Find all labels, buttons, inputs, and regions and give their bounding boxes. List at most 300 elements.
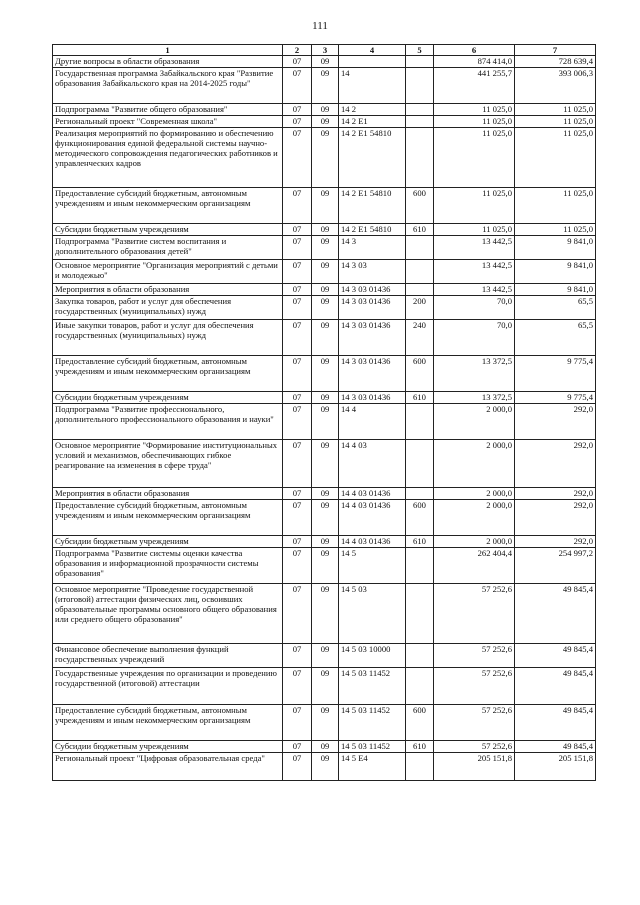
cell-text: 292,0 xyxy=(573,488,593,498)
cell-text: 57 252,6 xyxy=(481,668,512,678)
row-csr-cell xyxy=(339,404,406,440)
table-row xyxy=(53,56,596,68)
cell-text: 09 xyxy=(320,296,330,306)
cell-text: 70,0 xyxy=(496,296,512,306)
row-value-2021-cell xyxy=(434,404,515,440)
cell-text: 09 xyxy=(320,753,330,763)
row-ved-cell xyxy=(283,644,312,668)
table-row xyxy=(53,705,596,741)
row-section-cell xyxy=(312,128,339,188)
cell-text: 07 xyxy=(292,753,302,763)
row-value-2022-cell xyxy=(515,644,596,668)
cell-text: 07 xyxy=(292,284,302,294)
row-ved-cell xyxy=(283,284,312,296)
cell-text: 57 252,6 xyxy=(481,644,512,654)
row-name-cell xyxy=(53,320,283,356)
row-value-2021-cell xyxy=(434,296,515,320)
row-vr-cell xyxy=(406,668,434,705)
cell-text: 11 025,0 xyxy=(482,104,512,114)
cell-text: 13 372,5 xyxy=(481,356,512,366)
cell-text: 11 025,0 xyxy=(482,128,512,138)
cell-text: Иные закупки товаров, работ и услуг для обеспечения государственных (муниципальных) нужд xyxy=(55,320,254,340)
row-vr-cell xyxy=(406,404,434,440)
cell-text: 07 xyxy=(292,128,302,138)
row-section-cell xyxy=(312,116,339,128)
cell-text: 292,0 xyxy=(573,536,593,546)
cell-text: 2 000,0 xyxy=(486,488,512,498)
table-row xyxy=(53,188,596,224)
cell-text: 14 2 xyxy=(341,104,357,114)
cell-text: 11 025,0 xyxy=(563,188,593,198)
row-ved-cell xyxy=(283,668,312,705)
row-ved-cell xyxy=(283,104,312,116)
row-name-cell xyxy=(53,188,283,224)
row-ved-cell xyxy=(283,188,312,224)
cell-text: Предоставление субсидий бюджетным, автономным учреждениям и иным некоммерческим организациям xyxy=(55,500,251,520)
row-section-cell xyxy=(312,548,339,584)
row-value-2022-cell xyxy=(515,188,596,224)
cell-text: 11 025,0 xyxy=(563,116,593,126)
row-value-2021-cell xyxy=(434,260,515,284)
cell-text: 14 4 03 01436 xyxy=(341,536,391,546)
row-value-2022-cell xyxy=(515,320,596,356)
row-section-cell xyxy=(312,356,339,392)
cell-text: 14 2 E1 54810 xyxy=(341,188,392,198)
row-vr-cell xyxy=(406,356,434,392)
row-csr-cell xyxy=(339,68,406,104)
row-section-cell xyxy=(312,488,339,500)
cell-text: 14 4 03 01436 xyxy=(341,488,391,498)
row-value-2021-cell xyxy=(434,536,515,548)
row-vr-cell xyxy=(406,284,434,296)
cell-text: 11 025,0 xyxy=(482,116,512,126)
cell-text: 09 xyxy=(320,104,330,114)
cell-text: 07 xyxy=(292,116,302,126)
cell-text: Финансовое обеспечение выполнения функций государственных учреждений xyxy=(55,644,229,664)
row-section-cell xyxy=(312,500,339,536)
cell-text: 57 252,6 xyxy=(481,584,512,594)
cell-text: 2 000,0 xyxy=(486,536,512,546)
row-value-2022-cell xyxy=(515,500,596,536)
row-section-cell xyxy=(312,741,339,753)
cell-text: 600 xyxy=(413,500,426,510)
cell-text: 07 xyxy=(292,356,302,366)
row-vr-cell xyxy=(406,500,434,536)
row-csr-cell xyxy=(339,668,406,705)
row-vr-cell xyxy=(406,224,434,236)
cell-text: 13 442,5 xyxy=(481,260,512,270)
cell-text: 14 5 03 11452 xyxy=(341,668,391,678)
cell-text: 07 xyxy=(292,584,302,594)
row-value-2022-cell xyxy=(515,56,596,68)
cell-text: 09 xyxy=(320,536,330,546)
table-row xyxy=(53,224,596,236)
row-vr-cell xyxy=(406,536,434,548)
row-value-2021-cell xyxy=(434,500,515,536)
row-value-2022-cell xyxy=(515,705,596,741)
row-vr-cell xyxy=(406,644,434,668)
row-vr-cell xyxy=(406,392,434,404)
cell-text: 09 xyxy=(320,440,330,450)
table-row xyxy=(53,668,596,705)
cell-text: 09 xyxy=(320,56,330,66)
cell-text: 09 xyxy=(320,68,330,78)
cell-text: 07 xyxy=(292,68,302,78)
row-name-cell xyxy=(53,284,283,296)
cell-text: 09 xyxy=(320,644,330,654)
cell-text: 13 442,5 xyxy=(481,236,512,246)
row-vr-cell xyxy=(406,104,434,116)
row-section-cell xyxy=(312,56,339,68)
cell-text: 13 442,5 xyxy=(481,284,512,294)
cell-text: 11 025,0 xyxy=(482,188,512,198)
row-vr-cell xyxy=(406,116,434,128)
cell-text: 14 3 xyxy=(341,236,357,246)
row-name-cell xyxy=(53,404,283,440)
header-cell: 6 xyxy=(434,45,515,56)
cell-text: 9 841,0 xyxy=(567,284,593,294)
cell-text: Региональный проект "Цифровая образовательная среда" xyxy=(55,753,265,763)
row-value-2022-cell xyxy=(515,356,596,392)
table-row xyxy=(53,500,596,536)
cell-text: 57 252,6 xyxy=(481,705,512,715)
cell-text: 09 xyxy=(320,356,330,366)
row-name-cell xyxy=(53,536,283,548)
row-value-2022-cell xyxy=(515,584,596,644)
cell-text: 65,5 xyxy=(577,296,593,306)
row-ved-cell xyxy=(283,68,312,104)
cell-text: 07 xyxy=(292,536,302,546)
row-section-cell xyxy=(312,224,339,236)
row-ved-cell xyxy=(283,356,312,392)
table-row xyxy=(53,296,596,320)
cell-text: 07 xyxy=(292,548,302,558)
cell-text: 13 372,5 xyxy=(481,392,512,402)
cell-text: 11 025,0 xyxy=(563,104,593,114)
row-value-2021-cell xyxy=(434,668,515,705)
row-value-2022-cell xyxy=(515,260,596,284)
cell-text: 14 2 E1 54810 xyxy=(341,128,392,138)
page-number: 111 xyxy=(312,20,328,32)
cell-text: 9 775,4 xyxy=(567,392,593,402)
row-name-cell xyxy=(53,116,283,128)
cell-text: 09 xyxy=(320,488,330,498)
cell-text: 07 xyxy=(292,404,302,414)
row-vr-cell xyxy=(406,236,434,260)
row-section-cell xyxy=(312,705,339,741)
row-name-cell xyxy=(53,500,283,536)
row-vr-cell xyxy=(406,128,434,188)
row-value-2022-cell xyxy=(515,116,596,128)
row-csr-cell xyxy=(339,104,406,116)
cell-text: 09 xyxy=(320,584,330,594)
row-csr-cell xyxy=(339,705,406,741)
row-csr-cell xyxy=(339,753,406,781)
row-value-2022-cell xyxy=(515,68,596,104)
cell-text: 09 xyxy=(320,500,330,510)
cell-text: 07 xyxy=(292,440,302,450)
cell-text: Закупка товаров, работ и услуг для обеспечения государственных (муниципальных) нужд xyxy=(55,296,232,316)
header-cell: 7 xyxy=(515,45,596,56)
row-csr-cell xyxy=(339,284,406,296)
cell-text: Государственная программа Забайкальского края "Развитие образования Забайкальского края на 2014-2025 годы" xyxy=(55,68,274,88)
row-value-2021-cell xyxy=(434,741,515,753)
row-value-2022-cell xyxy=(515,753,596,781)
cell-text: Государственные учреждения по организации и проведению государственной (итоговой) аттестации xyxy=(55,668,277,688)
cell-text: 600 xyxy=(413,188,426,198)
cell-text: 600 xyxy=(413,356,426,366)
row-name-cell xyxy=(53,644,283,668)
row-ved-cell xyxy=(283,260,312,284)
row-section-cell xyxy=(312,668,339,705)
cell-text: 14 4 xyxy=(341,404,357,414)
cell-text: 254 997,2 xyxy=(558,548,593,558)
row-value-2021-cell xyxy=(434,584,515,644)
cell-text: 07 xyxy=(292,104,302,114)
table-row xyxy=(53,320,596,356)
row-value-2021-cell xyxy=(434,753,515,781)
cell-text: 09 xyxy=(320,128,330,138)
row-ved-cell xyxy=(283,128,312,188)
cell-text: 728 639,4 xyxy=(558,56,593,66)
cell-text: 07 xyxy=(292,705,302,715)
cell-text: Основное мероприятие "Организация мероприятий с детьми и молодежью" xyxy=(55,260,278,280)
row-ved-cell xyxy=(283,296,312,320)
row-value-2021-cell xyxy=(434,356,515,392)
cell-text: 07 xyxy=(292,224,302,234)
cell-text: 393 006,3 xyxy=(558,68,593,78)
cell-text: 14 3 03 xyxy=(341,260,367,270)
row-csr-cell xyxy=(339,536,406,548)
row-csr-cell xyxy=(339,188,406,224)
row-vr-cell xyxy=(406,705,434,741)
cell-text: Субсидии бюджетным учреждениям xyxy=(55,536,189,546)
cell-text: 292,0 xyxy=(573,440,593,450)
table-row xyxy=(53,68,596,104)
row-csr-cell xyxy=(339,741,406,753)
table-row xyxy=(53,741,596,753)
cell-text: 610 xyxy=(413,741,426,751)
header-cell: 4 xyxy=(339,45,406,56)
row-ved-cell xyxy=(283,741,312,753)
cell-text: 07 xyxy=(292,320,302,330)
cell-text: 14 5 E4 xyxy=(341,753,368,763)
table-row xyxy=(53,584,596,644)
cell-text: 205 151,8 xyxy=(558,753,593,763)
table-row xyxy=(53,260,596,284)
header-cell: 1 xyxy=(53,45,283,56)
row-name-cell xyxy=(53,440,283,488)
row-vr-cell xyxy=(406,741,434,753)
row-ved-cell xyxy=(283,116,312,128)
row-vr-cell xyxy=(406,68,434,104)
row-value-2022-cell xyxy=(515,548,596,584)
cell-text: 874 414,0 xyxy=(477,56,512,66)
row-section-cell xyxy=(312,536,339,548)
row-value-2021-cell xyxy=(434,116,515,128)
cell-text: 14 5 03 10000 xyxy=(341,644,391,654)
cell-text: Региональный проект "Современная школа" xyxy=(55,116,218,126)
row-csr-cell xyxy=(339,548,406,584)
table-row xyxy=(53,548,596,584)
cell-text: 49 845,4 xyxy=(562,668,593,678)
row-section-cell xyxy=(312,440,339,488)
row-value-2021-cell xyxy=(434,128,515,188)
cell-text: 9 841,0 xyxy=(567,236,593,246)
row-vr-cell xyxy=(406,56,434,68)
table-row xyxy=(53,104,596,116)
cell-text: 65,5 xyxy=(577,320,593,330)
table-row xyxy=(53,488,596,500)
row-value-2021-cell xyxy=(434,188,515,224)
row-value-2021-cell xyxy=(434,320,515,356)
table-row xyxy=(53,284,596,296)
row-name-cell xyxy=(53,260,283,284)
row-value-2022-cell xyxy=(515,104,596,116)
row-value-2021-cell xyxy=(434,56,515,68)
cell-text: 09 xyxy=(320,116,330,126)
row-csr-cell xyxy=(339,584,406,644)
cell-text: Мероприятия в области образования xyxy=(55,284,190,294)
row-vr-cell xyxy=(406,188,434,224)
row-csr-cell xyxy=(339,236,406,260)
row-csr-cell xyxy=(339,644,406,668)
cell-text: 09 xyxy=(320,320,330,330)
cell-text: Подпрограмма "Развитие систем воспитания и дополнительного образования детей" xyxy=(55,236,227,256)
row-value-2021-cell xyxy=(434,440,515,488)
row-ved-cell xyxy=(283,56,312,68)
cell-text: 2 000,0 xyxy=(486,500,512,510)
cell-text: Реализация мероприятий по формированию и обеспечению функционирования единой федеральной системы научно-методического сопровождения педагогических работников и управленческих кадров xyxy=(55,128,278,168)
cell-text: 9 841,0 xyxy=(567,260,593,270)
row-value-2022-cell xyxy=(515,392,596,404)
cell-text: 9 775,4 xyxy=(567,356,593,366)
row-name-cell xyxy=(53,68,283,104)
row-csr-cell xyxy=(339,320,406,356)
cell-text: 07 xyxy=(292,644,302,654)
cell-text: 2 000,0 xyxy=(486,440,512,450)
cell-text: 14 2 E1 xyxy=(341,116,368,126)
row-section-cell xyxy=(312,644,339,668)
row-vr-cell xyxy=(406,440,434,488)
row-vr-cell xyxy=(406,753,434,781)
cell-text: 09 xyxy=(320,392,330,402)
cell-text: 07 xyxy=(292,392,302,402)
row-ved-cell xyxy=(283,584,312,644)
row-ved-cell xyxy=(283,320,312,356)
row-name-cell xyxy=(53,741,283,753)
row-vr-cell xyxy=(406,296,434,320)
cell-text: 14 3 03 01436 xyxy=(341,296,391,306)
cell-text: Подпрограмма "Развитие системы оценки качества образования и информационной прозрачности системы образования" xyxy=(55,548,259,578)
cell-text: Мероприятия в области образования xyxy=(55,488,190,498)
cell-text: 200 xyxy=(413,296,426,306)
row-value-2021-cell xyxy=(434,236,515,260)
row-csr-cell xyxy=(339,440,406,488)
cell-text: 09 xyxy=(320,705,330,715)
row-value-2022-cell xyxy=(515,741,596,753)
row-section-cell xyxy=(312,236,339,260)
row-csr-cell xyxy=(339,116,406,128)
row-value-2022-cell xyxy=(515,236,596,260)
cell-text: 07 xyxy=(292,488,302,498)
row-value-2021-cell xyxy=(434,644,515,668)
budget-table xyxy=(52,44,596,781)
row-name-cell xyxy=(53,356,283,392)
row-csr-cell xyxy=(339,56,406,68)
row-section-cell xyxy=(312,284,339,296)
row-value-2021-cell xyxy=(434,284,515,296)
row-name-cell xyxy=(53,753,283,781)
row-ved-cell xyxy=(283,500,312,536)
row-ved-cell xyxy=(283,392,312,404)
cell-text: 14 4 03 xyxy=(341,440,367,450)
cell-text: 07 xyxy=(292,500,302,510)
row-name-cell xyxy=(53,104,283,116)
cell-text: 14 3 03 01436 xyxy=(341,320,391,330)
cell-text: 292,0 xyxy=(573,500,593,510)
cell-text: 07 xyxy=(292,236,302,246)
row-csr-cell xyxy=(339,296,406,320)
cell-text: 07 xyxy=(292,741,302,751)
row-vr-cell xyxy=(406,320,434,356)
row-ved-cell xyxy=(283,224,312,236)
cell-text: 610 xyxy=(413,224,426,234)
cell-text: 14 xyxy=(341,68,350,78)
row-section-cell xyxy=(312,392,339,404)
cell-text: 11 025,0 xyxy=(482,224,512,234)
table-row xyxy=(53,356,596,392)
cell-text: 205 151,8 xyxy=(477,753,512,763)
row-ved-cell xyxy=(283,536,312,548)
row-value-2021-cell xyxy=(434,68,515,104)
cell-text: 2 000,0 xyxy=(486,404,512,414)
cell-text: 14 3 03 01436 xyxy=(341,392,391,402)
cell-text: 14 3 03 01436 xyxy=(341,356,391,366)
row-name-cell xyxy=(53,488,283,500)
row-value-2021-cell xyxy=(434,488,515,500)
table-row xyxy=(53,753,596,781)
row-csr-cell xyxy=(339,356,406,392)
row-ved-cell xyxy=(283,236,312,260)
row-vr-cell xyxy=(406,548,434,584)
cell-text: 09 xyxy=(320,188,330,198)
row-value-2021-cell xyxy=(434,548,515,584)
row-name-cell xyxy=(53,705,283,741)
row-section-cell xyxy=(312,104,339,116)
cell-text: 610 xyxy=(413,392,426,402)
row-name-cell xyxy=(53,392,283,404)
table-row xyxy=(53,644,596,668)
cell-text: Предоставление субсидий бюджетным, автономным учреждениям и иным некоммерческим организациям xyxy=(55,188,251,208)
cell-text: 262 404,4 xyxy=(477,548,512,558)
row-value-2022-cell xyxy=(515,404,596,440)
cell-text: 11 025,0 xyxy=(563,224,593,234)
cell-text: 600 xyxy=(413,705,426,715)
row-section-cell xyxy=(312,753,339,781)
cell-text: Субсидии бюджетным учреждениям xyxy=(55,224,189,234)
row-ved-cell xyxy=(283,753,312,781)
cell-text: 07 xyxy=(292,668,302,678)
cell-text: 09 xyxy=(320,668,330,678)
row-ved-cell xyxy=(283,705,312,741)
row-section-cell xyxy=(312,404,339,440)
table-row xyxy=(53,128,596,188)
row-csr-cell xyxy=(339,260,406,284)
cell-text: Субсидии бюджетным учреждениям xyxy=(55,741,189,751)
cell-text: 11 025,0 xyxy=(563,128,593,138)
row-value-2022-cell xyxy=(515,128,596,188)
